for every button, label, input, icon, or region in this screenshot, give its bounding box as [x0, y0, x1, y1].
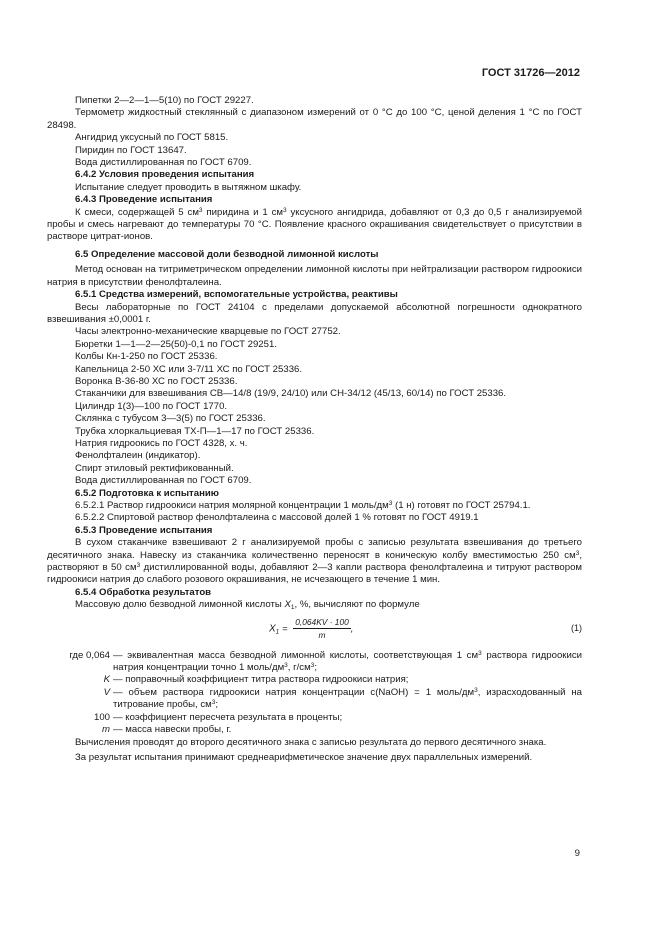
text-line: Испытание следует проводить в вытяжном шкафу.	[75, 181, 302, 193]
text-part: пиридина и 1 см	[202, 206, 283, 218]
symbol-v: V	[103, 686, 110, 698]
formula-expression	[269, 616, 353, 642]
text-line: Воронка В-36-80 ХС по ГОСТ 25336.	[75, 375, 238, 387]
text-line: Фенолфталеин (индикатор).	[75, 450, 201, 462]
formula-definitions	[47, 650, 582, 737]
formula-numerator: 0,064KV · 100	[293, 616, 351, 629]
text-line: Весы лабораторные по ГОСТ 24104 с пределами допускаемой абсолютной погрешности однократного взвешивания ±0,0001 г.	[47, 301, 582, 325]
definition-text	[113, 687, 582, 712]
text-part: поправочный коэффициент титра раствора гидроокиси натрия;	[125, 674, 409, 686]
text-line: 6.5.2.2 Спиртовой раствор фенолфталеина с массовой долей 1 % готовят по ГОСТ 4919.1	[75, 512, 479, 524]
text-line: Часы электронно-механические кварцевые по ГОСТ 27752.	[75, 326, 341, 338]
definition-text	[113, 674, 582, 686]
formula-equals: =	[279, 623, 291, 635]
superscript: 3	[388, 500, 393, 507]
text-line: Вода дистиллированная по ГОСТ 6709.	[75, 475, 252, 487]
paragraph-calculation: Вычисления проводят до второго десятичного знака с записью результата до первого десятичного знака.	[75, 736, 547, 748]
page-number: 9	[574, 848, 580, 859]
definition-dash: —	[113, 711, 126, 723]
formula-lhs: X	[269, 623, 276, 635]
definition-dash: —	[113, 724, 126, 736]
text-part: , %, вычисляют по формуле	[294, 599, 420, 611]
section-heading-6-5-4: 6.5.4 Обработка результатов	[75, 586, 212, 598]
formula-1	[47, 612, 582, 648]
text-part: ;	[314, 662, 317, 674]
text-line: Цилиндр 1(3)—100 по ГОСТ 1770.	[75, 400, 228, 412]
definition-dash: —	[113, 686, 129, 698]
text-line: Натрия гидроокись по ГОСТ 4328, х. ч.	[75, 437, 248, 449]
text-line: Пиридин по ГОСТ 13647.	[75, 144, 187, 156]
formula-trail: ,	[350, 623, 354, 635]
definition-row	[47, 724, 582, 736]
superscript: 3	[283, 206, 287, 214]
superscript: 3	[575, 549, 580, 557]
formula-fraction	[293, 616, 351, 642]
text-line: Термометр жидкостный стеклянный с диапазоном измерений от 0 °С до 100 °С, ценой деления 1 °С по ГОСТ 28498.	[47, 107, 582, 131]
text-line: Капельница 2-50 ХС или 3-7/11 ХС по ГОСТ 25336.	[75, 363, 303, 375]
text-part: , израсходованный на титрование пробы, см	[113, 686, 582, 711]
symbol-k: K	[103, 674, 110, 686]
definition-symbol: 100	[93, 711, 110, 723]
definition-dash: —	[113, 674, 126, 686]
definition-text	[113, 712, 582, 724]
text-part: , растворяют в 50 см	[47, 549, 582, 574]
superscript: 3	[211, 699, 216, 707]
definition-text	[113, 724, 582, 736]
text-line: Стаканчики для взвешивания СВ—14/8 (19/9, 24/10) или СН-34/12 (45/13, 60/14) по ГОСТ 25336.	[75, 388, 507, 400]
text-line: Пипетки 2—2—1—5(10) по ГОСТ 29227.	[75, 95, 254, 106]
definition-dash: —	[113, 649, 128, 661]
text-part: дистиллированной воды, добавляют 2—3 капли раствора фенолфталеина и титруют раствором гидроокиси натрия до слабого розового окрашивания, не исчезающего в течение 1 мин.	[47, 562, 582, 586]
text-line: Вода дистиллированная по ГОСТ 6709.	[75, 157, 252, 169]
formula-intro	[47, 599, 582, 611]
text-part: объем раствора гидроокиси натрия концентрации с(NaOH) = 1 моль/дм	[128, 686, 475, 698]
section-heading-6-4-2: 6.4.2 Условия проведения испытания	[75, 169, 255, 181]
text-part: Массовую долю безводной лимонной кислоты	[75, 599, 285, 611]
definition-symbol	[47, 724, 113, 736]
text-part: коэффициент пересчета результата в проценты;	[125, 711, 343, 723]
text-part: масса навески пробы, г.	[125, 724, 232, 736]
text-part: В сухом стаканчике взвешивают 2 г анализируемой пробы с записью результата взвешивания до третьего десятичного знака. Навеску из стаканчика количественно переносят в коническую колбу вместимостью 250 см	[47, 537, 582, 561]
text-part: 6.5.2.1 Раствор гидроокиси натрия молярной концентрации 1 моль/дм	[75, 500, 389, 511]
superscript: 3	[310, 662, 315, 670]
document-body	[47, 95, 582, 764]
text-line: Ангидрид уксусный по ГОСТ 5815.	[75, 132, 229, 144]
definition-symbol	[47, 687, 113, 712]
text-part: К смеси, содержащей 5 см	[75, 206, 199, 218]
definition-row	[47, 687, 582, 712]
paragraph-result: За результат испытания принимают среднеарифметическое значение двух параллельных измерений.	[75, 751, 533, 763]
paragraph-6-5-2-1	[47, 500, 582, 512]
definition-symbol: где 0,064	[69, 649, 110, 661]
text-part: , г/см	[287, 662, 311, 674]
definition-row	[47, 712, 582, 724]
text-line: Трубка хлоркальциевая ТХ-П—1—17 по ГОСТ 25336.	[75, 425, 315, 437]
formula-lhs-subscript: 1	[275, 628, 280, 636]
text-line: Бюретки 1—1—2—25(50)-0,1 по ГОСТ 29251.	[75, 338, 277, 350]
text-part: (1 н) готовят по ГОСТ 25794.1.	[392, 500, 531, 511]
formula-denominator: m	[318, 630, 326, 641]
definition-symbol	[47, 674, 113, 686]
paragraph-6-5-3	[47, 537, 582, 587]
superscript: 3	[284, 662, 288, 670]
text-line: Колбы Кн-1-250 по ГОСТ 25336.	[75, 351, 218, 363]
text-part: уксусного ангидрида, добавляют от 0,3 до 0,5 г анализируемой пробы и смесь нагревают до температуры 70 °С. Появление красного окрашивания свидетельствует о присутствии в растворе цитрат-ионов.	[47, 206, 583, 243]
section-heading-6-5-3: 6.5.3 Проведение испытания	[75, 524, 213, 536]
section-heading-6-5-1: 6.5.1 Средства измерений, вспомогательные устройства, реактивы	[75, 289, 398, 301]
formula-number: (1)	[571, 622, 582, 633]
document-code: ГОСТ 31726—2012	[481, 67, 580, 79]
superscript: 3	[474, 686, 478, 694]
superscript: 3	[478, 649, 482, 657]
definition-text	[113, 650, 582, 675]
section-heading-6-4-3: 6.4.3 Проведение испытания	[75, 194, 213, 206]
section-heading-6-5: 6.5 Определение массовой доли безводной лимонной кислоты	[75, 248, 379, 260]
text-part: эквивалентная масса безводной лимонной кислоты, соответствующая 1 см	[127, 649, 479, 661]
definition-row	[47, 674, 582, 686]
paragraph-method: Метод основан на титриметрическом определении лимонной кислоты при нейтрализации раствором гидроокиси натрия в присутствии фенолфталеина.	[47, 264, 582, 288]
text-part: ;	[215, 699, 219, 711]
superscript: 3	[198, 206, 203, 214]
definition-row	[47, 650, 582, 675]
paragraph-6-4-3	[47, 207, 582, 244]
text-line: Склянка с тубусом 3—3(5) по ГОСТ 25336.	[75, 413, 266, 425]
symbol-m: m	[102, 724, 110, 736]
text-line: Спирт этиловый ректификованный.	[75, 462, 234, 474]
subscript: 1	[290, 604, 295, 612]
superscript: 3	[136, 562, 141, 570]
text-part: раствора гидроокиси натрия концентрации точно 1 моль/дм	[113, 649, 582, 674]
section-heading-6-5-2: 6.5.2 Подготовка к испытанию	[75, 487, 219, 499]
symbol-x: X	[284, 599, 291, 611]
